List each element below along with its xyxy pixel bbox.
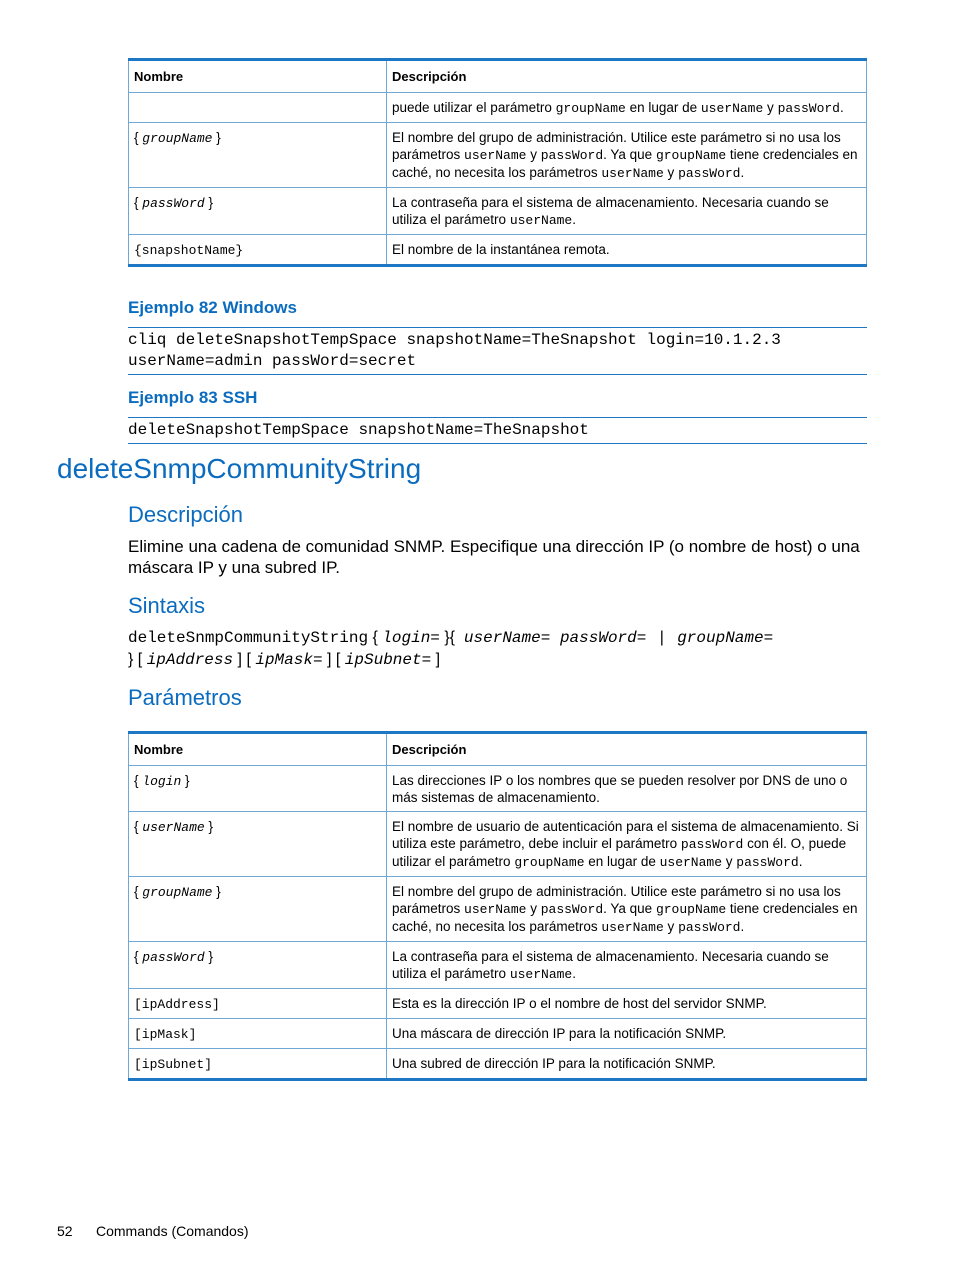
code-term: login= — [382, 629, 440, 647]
example-82-title: Ejemplo 82 Windows — [128, 298, 297, 317]
code-term: userName= passWord= — [463, 629, 647, 647]
table-row — [129, 1019, 867, 1049]
code-term: groupName — [142, 885, 213, 900]
footer-section-title: Commands (Comandos) — [96, 1223, 249, 1239]
parameter-name-cell: { login } — [129, 766, 387, 812]
parameter-description-cell: puede utilizar el parámetro groupName en lugar de userName y passWord. — [387, 93, 867, 123]
table-body — [129, 93, 867, 266]
table-row — [129, 93, 867, 123]
table-row — [129, 989, 867, 1019]
column-header-description: Descripción — [387, 60, 867, 93]
parameters-heading: Parámetros — [128, 685, 242, 710]
parameter-description-cell: Las direcciones IP o los nombres que se pueden resolver por DNS de uno o más sistemas de almacenamiento. — [387, 766, 867, 812]
syntax-block — [128, 627, 867, 671]
parameter-description-cell: La contraseña para el sistema de almacenamiento. Necesaria cuando se utiliza el parámetro userName. — [387, 942, 867, 989]
code-term: passWord — [736, 855, 799, 870]
example-83-title: Ejemplo 83 SSH — [128, 388, 258, 407]
parameter-name-cell — [129, 989, 387, 1019]
code-term: {snapshotName} — [134, 243, 244, 258]
syntax-line-1: deleteSnmpCommunityString { login= }{ userName= passWord= | groupName= — [128, 629, 774, 647]
column-header-name: Nombre — [129, 733, 387, 766]
table-header-row — [129, 733, 867, 766]
parameter-name-cell: { passWord } — [129, 942, 387, 989]
code-term: ipMask= — [255, 651, 323, 669]
table-header-row — [129, 60, 867, 93]
parameter-description-cell: Una máscara de dirección IP para la notificación SNMP. — [387, 1019, 867, 1049]
code-term: [ipMask] — [134, 1027, 197, 1042]
code-term: userName — [700, 101, 764, 116]
code-term: passWord — [680, 837, 744, 852]
code-term: userName — [509, 213, 573, 228]
code-term: groupName — [655, 902, 727, 917]
code-term: userName — [659, 855, 723, 870]
code-term: passWord — [540, 902, 604, 917]
code-term: [ipSubnet] — [134, 1057, 213, 1072]
parameter-description-cell: El nombre de la instantánea remota. — [387, 235, 867, 266]
code-term: passWord — [678, 920, 741, 935]
table-row — [129, 235, 867, 266]
table-body — [129, 766, 867, 1080]
example-83-code: deleteSnapshotTempSpace snapshotName=TheSnapshot — [128, 417, 867, 444]
description-heading: Descripción — [128, 502, 243, 527]
code-term: passWord — [678, 166, 741, 181]
code-term: userName — [601, 166, 664, 181]
parameter-description-cell: La contraseña para el sistema de almacenamiento. Necesaria cuando se utiliza el parámetro userName. — [387, 188, 867, 235]
table-row — [129, 1049, 867, 1080]
page-number: 52 — [57, 1223, 73, 1239]
code-term: userName — [142, 820, 205, 835]
code-term: ipSubnet= — [344, 651, 432, 669]
parameter-description-cell: El nombre de usuario de autenticación para el sistema de almacenamiento. Si utiliza este parámetro, debe incluir el parámetro passWord con él. O, puede utilizar el parámetro groupName en lugar de userName y passWord. — [387, 812, 867, 877]
parameter-name-cell: { groupName } — [129, 877, 387, 942]
parameters-table — [128, 731, 867, 1081]
example-82-code: cliq deleteSnapshotTempSpace snapshotName=TheSnapshot login=10.1.2.3 userName=admin passWord=secret — [128, 327, 867, 375]
parameter-name-cell — [129, 1049, 387, 1080]
code-term: passWord — [142, 196, 205, 211]
code-term: userName — [464, 148, 527, 163]
code-term: groupName= — [677, 629, 774, 647]
code-term: passWord — [777, 101, 840, 116]
continued-parameters-table — [128, 58, 867, 267]
table-row — [129, 812, 867, 877]
code-term: passWord — [142, 950, 205, 965]
code-term: deleteSnmpCommunityString — [128, 629, 369, 647]
parameter-name-cell — [129, 235, 387, 266]
parameter-description-cell: Una subred de dirección IP para la notificación SNMP. — [387, 1049, 867, 1080]
column-header-name: Nombre — [129, 60, 387, 93]
parameter-description-cell: El nombre del grupo de administración. Utilice este parámetro si no usa los parámetros userName y passWord. Ya que groupName tiene credenciales en caché, no necesita los parámetros userName y passWord. — [387, 877, 867, 942]
code-term: userName — [601, 920, 664, 935]
parameter-name-cell: { passWord } — [129, 188, 387, 235]
code-term: ipAddress — [146, 651, 234, 669]
code-term: userName — [464, 902, 527, 917]
code-term: [ipAddress] — [134, 997, 220, 1012]
code-term: passWord — [540, 148, 604, 163]
command-title: deleteSnmpCommunityString — [57, 453, 422, 484]
syntax-heading: Sintaxis — [128, 593, 206, 618]
code-term: userName — [509, 967, 573, 982]
code-term: groupName — [555, 101, 626, 116]
table-row — [129, 123, 867, 188]
code-term: groupName — [142, 131, 213, 146]
code-term: login — [142, 774, 182, 789]
parameter-name-cell: { userName } — [129, 812, 387, 877]
code-term: groupName — [655, 148, 727, 163]
code-term: groupName — [514, 855, 585, 870]
description-text: Elimine una cadena de comunidad SNMP. Especifique una dirección IP (o nombre de host) o una máscara IP y una subred IP. — [128, 537, 860, 577]
column-header-description: Descripción — [387, 733, 867, 766]
parameter-name-cell — [129, 1019, 387, 1049]
parameter-name-cell — [129, 93, 387, 123]
parameter-description-cell: Esta es la dirección IP o el nombre de host del servidor SNMP. — [387, 989, 867, 1019]
parameter-description-cell: El nombre del grupo de administración. Utilice este parámetro si no usa los parámetros userName y passWord. Ya que groupName tiene credenciales en caché, no necesita los parámetros userName y passWord. — [387, 123, 867, 188]
syntax-line-2: } [ ipAddress ] [ ipMask= ] [ ipSubnet= ] — [128, 651, 441, 669]
table-row — [129, 766, 867, 812]
table-row — [129, 942, 867, 989]
table-row — [129, 188, 867, 235]
table-row — [129, 877, 867, 942]
parameter-name-cell: { groupName } — [129, 123, 387, 188]
